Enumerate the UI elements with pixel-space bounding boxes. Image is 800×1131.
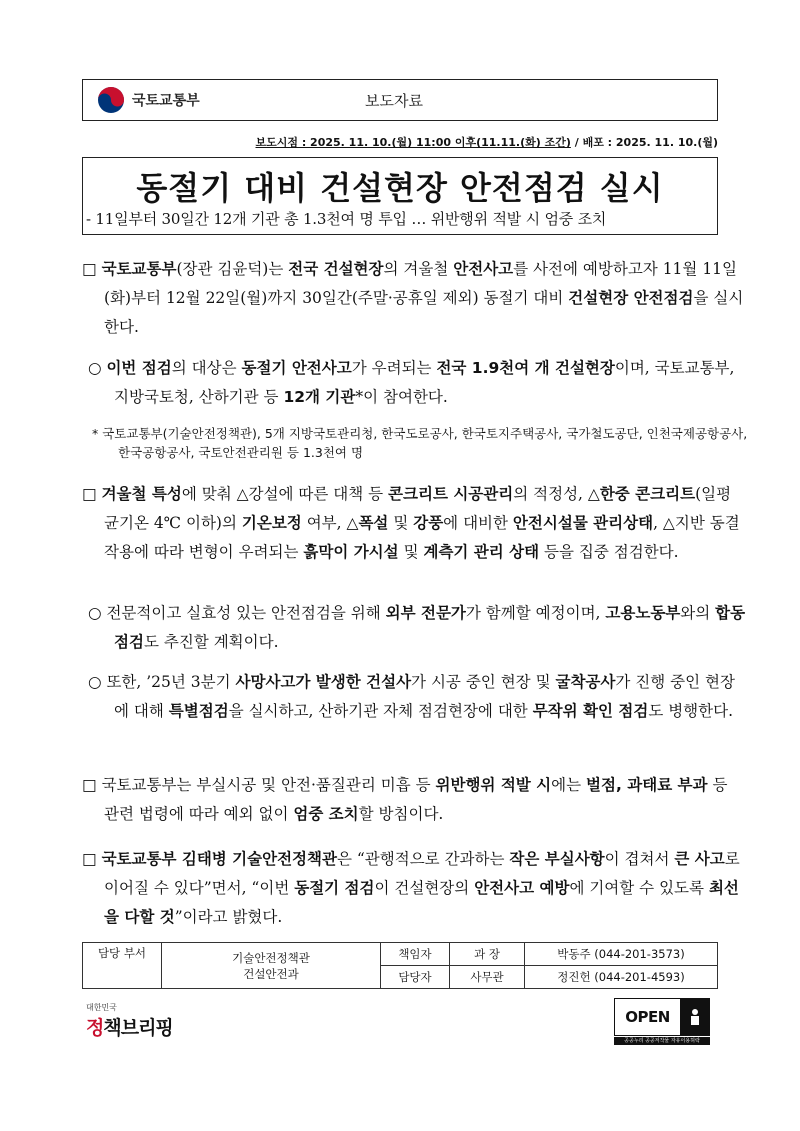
open-label: OPEN	[625, 1008, 670, 1026]
open-sub-text: 공공누리 공공저작물 자유이용허락	[614, 1037, 710, 1045]
paragraph-1-sub: ○ 이번 점검의 대상은 동절기 안전사고가 우려되는 전국 1.9천여 개 건설현장이며, 국토교통부, 지방국토청, 산하기관 등 12개 기관*이 참여한다.	[88, 359, 735, 406]
brief-rest: 책브리핑	[103, 1017, 173, 1039]
paragraph-2-sub-1: ○ 전문적이고 실효성 있는 안전점검을 위해 외부 전문가가 함께할 예정이며, 고용노동부와의 합동점검도 추진할 계획이다.	[88, 604, 746, 651]
page-subtitle: - 11일부터 30일간 12개 기관 총 1.3천여 명 투입 … 위반행위 적발 시 엄중 조치	[86, 210, 607, 228]
brief-small-text: 대한민국	[86, 1003, 117, 1012]
distribution-text: 배포 : 2025. 11. 10.(월)	[582, 136, 718, 149]
title-1: 과 장	[450, 943, 525, 966]
attribution-icon	[681, 999, 709, 1035]
role-1: 책임자	[381, 943, 450, 966]
role-2: 담당자	[381, 966, 450, 989]
release-info	[256, 134, 719, 150]
brief-big-text: 정책브리핑	[86, 1017, 173, 1039]
title-2: 사무관	[450, 966, 525, 989]
embargo-text: 보도시점 : 2025. 11. 10.(월) 11:00 이후(11.11.(화) 조간)	[255, 136, 571, 149]
person-2: 정진헌 (044-201-4593)	[525, 966, 718, 989]
person-1: 박동주 (044-201-3573)	[525, 943, 718, 966]
paragraph-1: □ 국토교통부(장관 김윤덕)는 전국 건설현장의 겨울철 안전사고를 사전에 예방하고자 11월 11일(화)부터 12월 22일(월)까지 30일간(주말·공휴일 제외) 동절기 대비 건설현장 안전점검을 실시한다.	[82, 260, 744, 336]
box-bullet: □	[82, 260, 102, 278]
release-separator: /	[570, 136, 583, 149]
paragraph-2: □ 겨울철 특성에 맞춰 △강설에 따른 대책 등 콘크리트 시공관리의 적정성, △한중 콘크리트(일평균기온 4℃ 이하)의 기온보정 여부, △폭설 및 강풍에 대비한 안전시설물 관리상태, △지반 동결작용에 따라 변형이 우려되는 흙막이 가시설 및 계측기 관리 상태 등을 집중 점검한다.	[82, 485, 740, 561]
ministry-logo	[96, 85, 200, 115]
ministry-name: 국토교통부	[132, 93, 200, 109]
doc-type: 보도자료	[365, 92, 423, 110]
policy-briefing-logo	[86, 1002, 173, 1040]
footnote: * 국토교통부(기술안전정책관), 5개 지방국토관리청, 한국도로공사, 한국토지주택공사, 국가철도공단, 인천국제공항공사, 한국공항공사, 국토안전관리원 등 1.3천여 명	[92, 426, 748, 460]
dept-line-2: 건설안전과	[243, 966, 299, 981]
dept-name	[162, 943, 381, 989]
paragraph-3: □ 국토교통부는 부실시공 및 안전·품질관리 미흡 등 위반행위 적발 시에는 벌점, 과태료 부과 등 관련 법령에 따라 예외 없이 엄중 조치할 방침이다.	[82, 776, 728, 823]
page-title: 동절기 대비 건설현장 안전점검 실시	[136, 169, 664, 207]
circle-bullet: ○	[88, 359, 107, 377]
paragraph-4: □ 국토교통부 김태병 기술안전정책관은 “관행적으로 간과하는 작은 부실사항이 겹쳐서 큰 사고로 이어질 수 있다”면서, “이번 동절기 점검이 건설현장의 안전사고 예방에 기여할 수 있도록 최선을 다할 것”이라고 밝혔다.	[82, 850, 740, 926]
open-license-badge	[614, 998, 710, 1036]
contact-table	[82, 942, 718, 989]
taegeuk-emblem-icon	[96, 85, 126, 115]
dept-label: 담당 부서	[83, 943, 162, 989]
dept-line-1: 기술안전정책관	[232, 950, 310, 965]
paragraph-2-sub-2: ○ 또한, ’25년 3분기 사망사고가 발생한 건설사가 시공 중인 현장 및 굴착공사가 진행 중인 현장에 대해 특별점검을 실시하고, 산하기관 자체 점검현장에 대한 무작위 확인 점검도 병행한다.	[88, 673, 735, 720]
